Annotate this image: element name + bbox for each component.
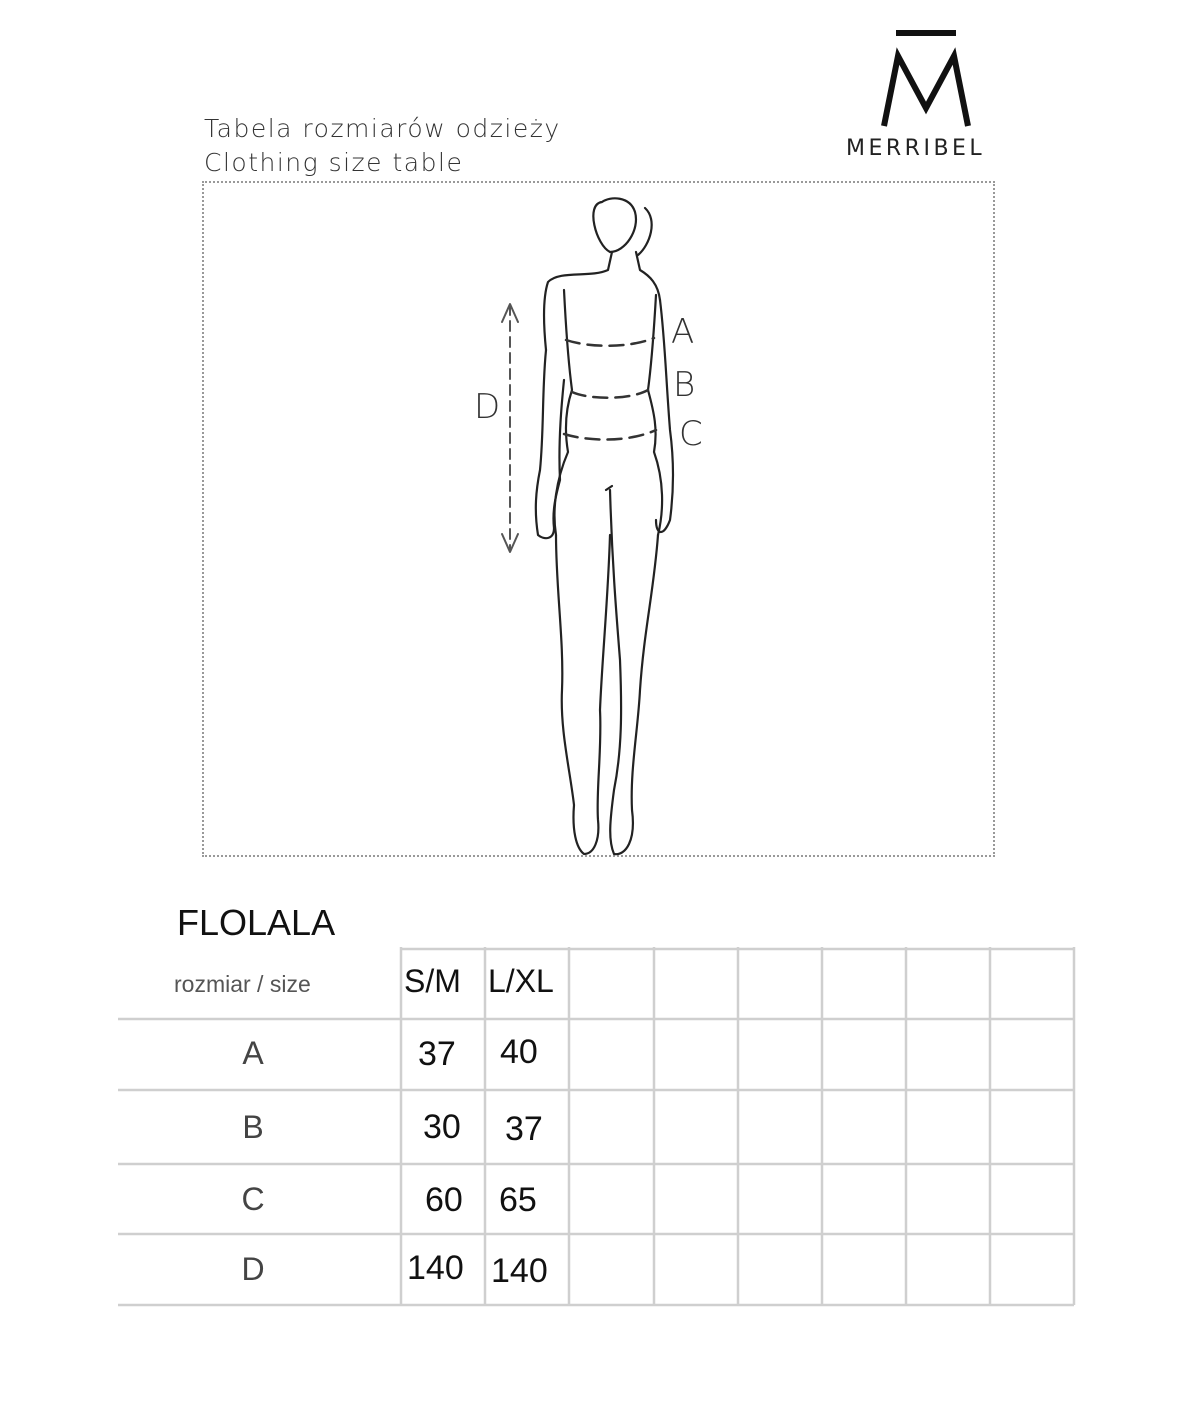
measure-label-a: A: [671, 312, 695, 352]
value-b-lxl: 37: [505, 1110, 543, 1148]
row-label-d: D: [241, 1251, 265, 1287]
measure-label-b: B: [673, 365, 696, 405]
value-c-lxl: 65: [499, 1181, 537, 1219]
row-label-b: B: [242, 1109, 264, 1145]
product-name: FLOLALA: [177, 902, 336, 943]
brand-logo: [840, 28, 1010, 168]
row-label-a: A: [242, 1035, 264, 1071]
value-b-sm: 30: [423, 1108, 461, 1146]
heading-english: Clothing size table: [204, 148, 464, 177]
value-d-sm: 140: [407, 1249, 464, 1287]
brand-name: MERRIBEL: [846, 136, 986, 161]
heading-polish: Tabela rozmiarów odzieży: [204, 114, 561, 143]
value-d-lxl: 140: [491, 1252, 548, 1290]
value-a-sm: 37: [418, 1035, 456, 1073]
value-c-sm: 60: [425, 1181, 463, 1219]
measure-label-c: C: [679, 414, 703, 454]
merribel-logo-icon: [878, 28, 978, 138]
size-header-sm: S/M: [404, 963, 461, 999]
measure-label-d: D: [474, 387, 501, 427]
body-outline-icon: [460, 190, 740, 860]
size-table: [118, 947, 1076, 1307]
value-a-lxl: 40: [500, 1033, 538, 1071]
size-column-label: rozmiar / size: [174, 971, 311, 997]
size-header-lxl: L/XL: [488, 963, 554, 999]
row-label-c: C: [241, 1181, 265, 1217]
